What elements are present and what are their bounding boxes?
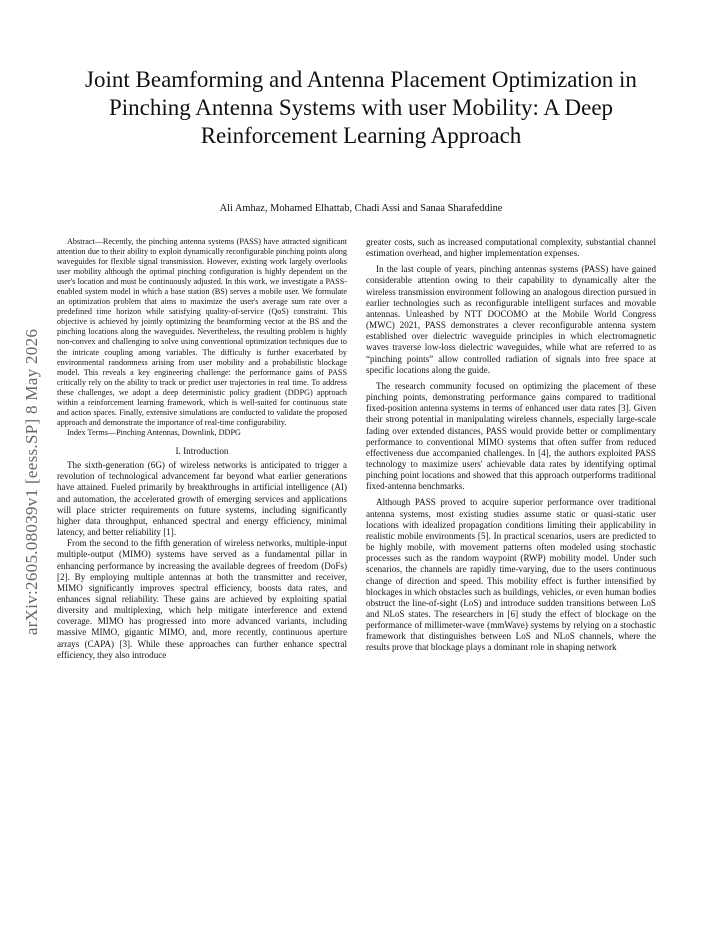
index-terms: Index Terms—Pinching Antennas, Downlink, DDPG — [67, 427, 241, 437]
intro-paragraph-2: From the second to the fifth generation of wireless networks, multiple-input multiple-output (MIMO) systems have served as a fundamental pillar in enhancing performance by increasing the available degrees of freedom (DoFs) [2]. By employing multiple antennas at both the transmitter and receiver, MIMO significantly improves spectral efficiency, boosts data rates, and enhances signal reliability. These gains are achieved by exploiting spatial diversity and multiplexing, which help mitigate interference and extend coverage. MIMO has progressed into more advanced variants, including massive MIMO, gigantic MIMO, and, more recently, continuous aperture arrays (CAPA) [3]. While these approaches can further enhance spectral efficiency, they also introduce — [57, 538, 347, 660]
arxiv-identifier-text: arXiv:2605.08039v1 [eess.SP] 8 May 2026 — [22, 328, 42, 636]
left-column — [57, 237, 347, 661]
intro-paragraph-1: The sixth-generation (6G) of wireless networks is anticipated to trigger a revolution of technological advancement far beyond what earlier generations have attained. Fueled primarily by breakthroughs in artificial intelligence (AI) and automation, the accelerated growth of emerging services and applications will place stricter requirements on future systems, including significantly higher data throughput, enhanced spectral and energy efficiency, minimal latency, and better reliability [1]. — [57, 460, 347, 538]
intro-paragraph-3: greater costs, such as increased computational complexity, substantial channel estimation overhead, and higher implementation expenses. — [366, 237, 656, 259]
intro-paragraph-5: The research community focused on optimizing the placement of these pinching points, demonstrating performance gains compared to traditional fixed-position antenna systems in terms of enhanced user data rates [3]. Given their strong potential in manipulating wireless channels, especially large-scale fading over extended distances, PASS would provide better or complimentary performance to conventional MIMO systems that often suffer from reduced effectiveness due accompanied challenges. In [4], the authors exploited PASS technology to maximize users' achievable data rates by identifying optimal pinching point locations and showed that this approach outperforms traditional fixed-antenna benchmarks. — [366, 380, 656, 492]
arxiv-identifier — [22, 262, 42, 702]
intro-paragraph-6: Although PASS proved to acquire superior performance over traditional antenna systems, most existing studies assume static or quasi-static user locations with idealized propagation conditions limiting their applicability in realistic mobile environments [5]. In practical scenarios, users are predicted to be highly mobile, with movement patterns often modeled using stochastic processes such as the random waypoint (RWP) mobility model. Under such scenarios, the channels are rapidly time-varying, due to the users continuous change of direction and speed. This mobility effect is further intensified by blockages in which obstacles such as buildings, vehicles, or even human bodies obstruct the line-of-sight (LoS) and introduce sudden transitions between LoS and NLoS states. The researchers in [6] study the effect of blockage on the performance of millimeter-wave (mmWave) systems by relying on a stochastic framework that distinguishes between LoS and NLoS channels, where the results prove that blockage plays a dominant role in shaping network — [366, 497, 656, 653]
abstract: Abstract—Recently, the pinching antenna systems (PASS) have attracted significant attention due to their ability to exploit dynamically reconfigurable pinching points along waveguides for flexible signal transmission. However, existing work largely overlooks user mobility although the optimal pinching configuration is highly dependent on the user's location and must be continuously adjusted. In this work, we investigate a PASS-enabled system model in which a base station (BS) serves a mobile user. We formulate an optimization problem that aims to maximize the user's average sum rate over a predefined time horizon while satisfying quality-of-service (QoS) constraint. This objective is achieved by jointly optimizing the beamforming vector at the BS and the pinching locations along the waveguides. Nevertheless, the resulting problem is highly non-convex and challenging to solve using conventional optimization techniques due to the intricate coupling among variables. The difficulty is further exacerbated by environmental randomness arising from user mobility and a probabilistic blockage model. This reveals a key engineering challenge: the performance gains of PASS critically rely on the ability to track or predict user trajectories in real time. To address these challenges, we adopt a deep deterministic policy gradient (DDPG) approach within a reinforcement learning framework, which is well-suited for continuous state and action spaces. Finally, extensive simulations are conducted to validate the proposed approach and demonstrate the importance of real-time configurability. — [57, 237, 347, 427]
paper-authors: Ali Amhaz, Mohamed Elhattab, Chadi Assi and Sanaa Sharafeddine — [219, 203, 503, 214]
right-column — [366, 237, 656, 659]
paper-title: Joint Beamforming and Antenna Placement Optimization in Pinching Antenna Systems with user Mobility: A Deep Reinforcement Learning Approach — [85, 67, 637, 148]
intro-paragraph-4: In the last couple of years, pinching antennas systems (PASS) have gained considerable attention owing to their capability to dynamically alter the wireless transmission environment following an analogous direction pursued in earlier technologies such as reconfigurable intelligent surfaces and movable antennas. Unleashed by NTT DOCOMO at the Mobile World Congress (MWC) 2021, PASS demonstrates a clever reconfigurable antenna system established over dielectric waveguide principles in which electromagnetic waves traverse low-loss dielectric waveguides, while what are referred to as “pinching points” allow controlled radiation of signals into free space at specific locations along the guide. — [366, 264, 656, 375]
section-heading-introduction: I. Introduction — [175, 445, 229, 456]
